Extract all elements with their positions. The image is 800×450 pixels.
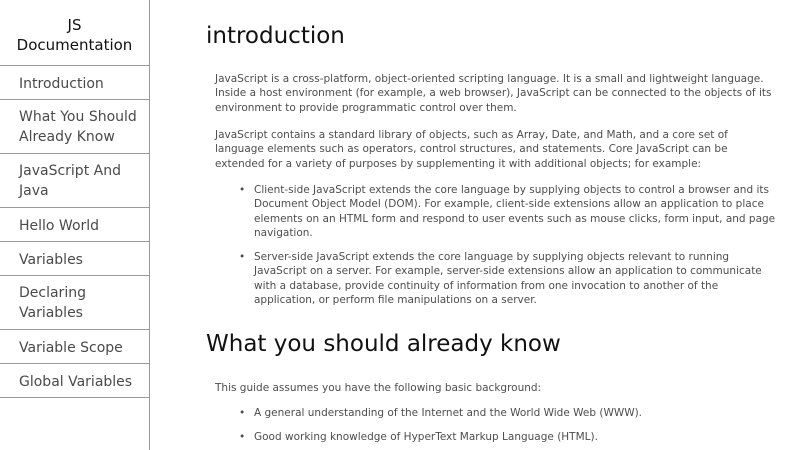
nav-link-label: Global Variables [19, 374, 133, 390]
intro-paragraph-1: JavaScript is a cross-platform, object-oriented scripting language. It is a small and lightweight language. Inside a host environment (for example, a web browser), JavaScript can be connected to the objects of its environment to provide programmatic control over them. [215, 73, 772, 114]
nav-link-global-variables[interactable] [0, 364, 149, 392]
nav-list [0, 66, 149, 398]
list-item-text: Server-side JavaScript extends the core language by supplying objects relevant to running JavaScript on a server. For example, server-side extensions allow an application to communicate with a database, provide continuity of information from one invocation to another of the application, or perform file manipulations on a server. [254, 251, 762, 307]
nav-link-label: Declaring [19, 285, 86, 301]
intro-bullet-list [239, 183, 780, 307]
bullet-icon: • [239, 184, 246, 196]
list-item-text: Client-side JavaScript extends the core language by supplying objects to control a browser and its Document Object Model (DOM). For example, client-side extensions allow an application to place elements on an HTML form and respond to user events such as mouse clicks, form input, and page navigation. [254, 184, 776, 239]
nav-link-label: Variable Scope [19, 340, 123, 356]
know-bullet-list [239, 406, 780, 445]
nav-link-javascript-and-java[interactable] [0, 154, 149, 201]
nav-link-introduction[interactable] [0, 66, 149, 94]
nav-item-javascript-and-java [0, 154, 149, 208]
nav-item-introduction [0, 66, 149, 100]
nav-header [0, 0, 149, 66]
bullet-icon: • [239, 431, 246, 444]
list-item [239, 183, 780, 240]
nav-link-declaring-variables[interactable] [0, 276, 149, 323]
nav-item-global-variables [0, 364, 149, 398]
section-title-what-you-should-know: What you should already know [206, 331, 561, 357]
list-item-text: Good working knowledge of HyperText Markup Language (HTML). [254, 431, 598, 444]
nav-item-declaring-variables [0, 276, 149, 330]
nav-link-hello-world[interactable] [0, 208, 149, 236]
nav-link-what-you-should-already-know[interactable] [0, 100, 149, 147]
list-item [239, 406, 780, 420]
sidebar-nav [0, 0, 150, 450]
nav-header-line1: JS [67, 16, 82, 34]
intro-paragraph-2: JavaScript contains a standard library of objects, such as Array, Date, and Math, and a core set of language elements such as operators, control structures, and statements. Core JavaScript can be extended for a variety of purposes by supplementing it with additional objects; for example: [215, 129, 728, 170]
list-item [239, 250, 780, 307]
nav-link-label-line2: Java [19, 183, 49, 199]
nav-item-variable-scope [0, 330, 149, 364]
list-item [239, 430, 780, 444]
nav-link-label: JavaScript And [19, 163, 121, 179]
know-paragraph-1: This guide assumes you have the following basic background: [215, 382, 542, 394]
nav-link-variable-scope[interactable] [0, 330, 149, 358]
nav-item-hello-world [0, 208, 149, 242]
nav-item-what-you-should-already-know [0, 100, 149, 154]
nav-item-variables [0, 242, 149, 276]
nav-link-label-line2: Already Know [19, 129, 115, 145]
nav-header-line2: Documentation [16, 36, 133, 54]
list-item-text: A general understanding of the Internet and the World Wide Web (WWW). [254, 407, 643, 419]
nav-link-label-line2: Variables [19, 305, 83, 321]
nav-link-variables[interactable] [0, 242, 149, 270]
nav-link-label: What You Should [19, 109, 137, 125]
bullet-icon: • [239, 407, 246, 419]
section-title-introduction: introduction [206, 23, 345, 49]
nav-link-label: Introduction [19, 76, 104, 92]
nav-link-label: Hello World [19, 218, 100, 234]
main-doc [151, 0, 800, 450]
bullet-icon: • [239, 251, 246, 264]
nav-link-label: Variables [19, 252, 83, 268]
